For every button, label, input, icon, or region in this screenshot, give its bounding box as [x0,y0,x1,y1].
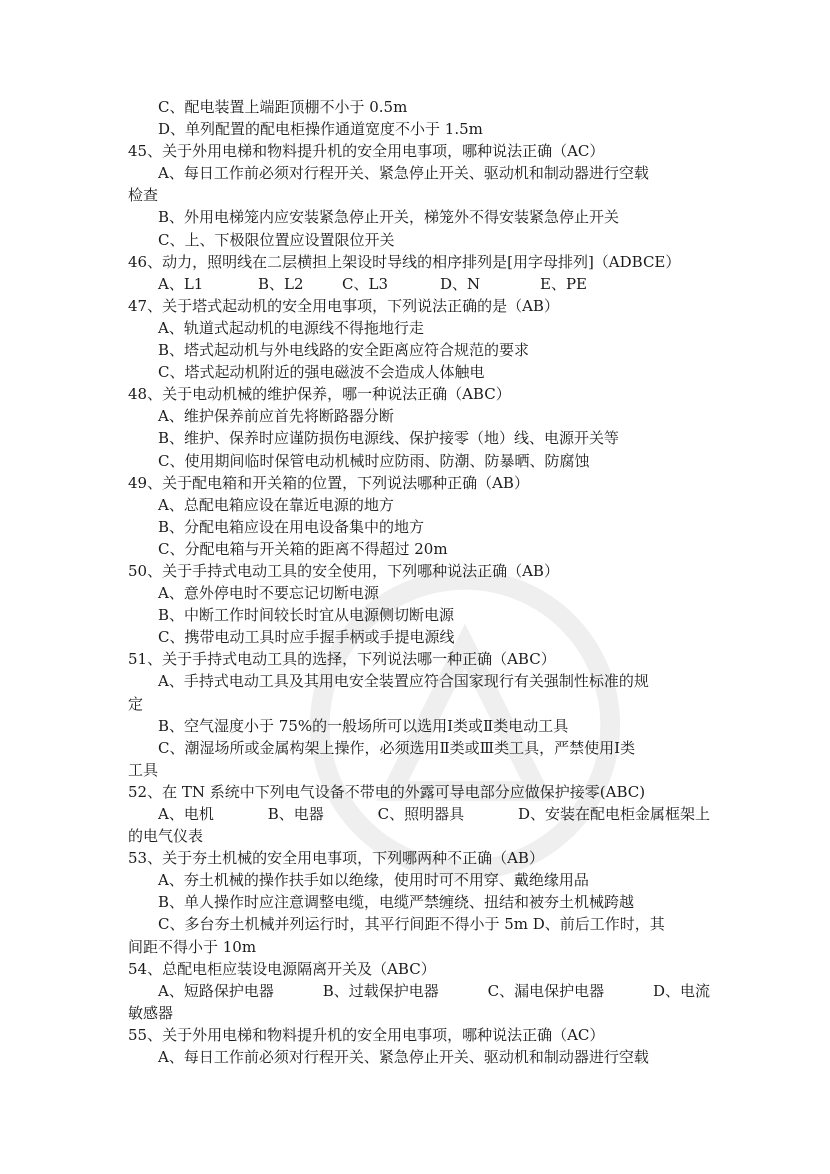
option-line: A、每日工作前必须对行程开关、紧急停止开关、驱动机和制动器进行空载 [158,1048,649,1067]
option-line: C、塔式起动机附近的强电磁波不会造成人体触电 [158,363,485,382]
option-line: A、夯土机械的操作扶手如以绝缘，使用时可不用穿、戴绝缘用品 [158,871,589,890]
option-line: B、维护、保养时应谨防损伤电源线、保护接零（地）线、电源开关等 [158,429,620,448]
option-row [128,273,710,295]
option-a: A、短路保护电器 [158,981,274,1000]
option-line: D、单列配置的配电柜操作通道宽度不小于 1.5m [158,120,483,139]
option-row [128,803,710,825]
option-continuation: 敏感器 [128,1003,174,1022]
option-line: A、总配电箱应设在靠近电源的地方 [158,495,394,514]
option-continuation: 定 [128,694,144,713]
option-line: C、配电装置上端距顶棚不小于 0.5m [158,98,408,116]
option-line: A、手持式电动工具及其用电安全装置应符合国家现行有关强制性标准的规 [158,672,649,691]
option-line: C、分配电箱与开关箱的距离不得超过 20m [158,539,448,558]
option-e: E、PE [540,274,587,293]
option-line: A、意外停电时不要忘记切断电源 [158,584,379,603]
option-row [128,980,710,1002]
option-line: B、中断工作时间较长时宜从电源侧切断电源 [158,606,455,625]
option-line: C、携带电动工具时应手握手柄或手提电源线 [158,628,455,647]
option-a: A、L1 [158,274,204,293]
option-c: C、L3 [342,274,388,293]
option-line: A、轨道式起动机的电源线不得拖地行走 [158,318,424,337]
option-line: B、塔式起动机与外电线路的安全距离应符合规范的要求 [158,341,530,360]
option-line: C、潮湿场所或金属构架上操作，必须选用Ⅱ类或Ⅲ类工具，严禁使用Ⅰ类 [158,738,636,757]
option-line: A、维护保养前应首先将断路器分断 [158,407,394,426]
option-line: C、上、下极限位置应设置限位开关 [158,230,395,249]
question-55: 55、关于外用电梯和物料提升机的安全用电事项，哪种说法正确（AC） [128,1025,605,1044]
question-50: 50、关于手持式电动工具的安全使用，下列哪种说法正确（AB） [128,561,559,580]
option-b: B、电器 [267,805,324,823]
option-line: B、分配电箱应设在用电设备集中的地方 [158,517,425,536]
question-54: 54、总配电柜应装设电源隔离开关及（ABC） [128,959,436,978]
question-52: 52、在 TN 系统中下列电气设备不带电的外露可导电部分应做保护接零(ABC) [128,782,646,801]
option-line: C、多台夯土机械并列运行时，其平行间距不得小于 5m D、前后工作时，其 [158,915,665,934]
option-line: A、每日工作前必须对行程开关、紧急停止开关、驱动机和制动器进行空载 [158,164,649,183]
option-c: C、照明器具 [377,805,465,823]
option-continuation: 的电气仪表 [128,827,204,846]
option-d: D、安装在配电柜金属框架上 [517,805,710,823]
option-b: B、过载保护电器 [322,981,439,1000]
option-line: B、外用电梯笼内应安装紧急停止开关，梯笼外不得安装紧急停止开关 [158,208,620,227]
option-continuation: 检查 [128,186,159,205]
question-45: 45、关于外用电梯和物料提升机的安全用电事项，哪种说法正确（AC） [128,142,605,161]
option-line: B、单人操作时应注意调整电缆，电缆严禁缠绕、扭结和被夯土机械跨越 [158,893,635,912]
question-53: 53、关于夯土机械的安全用电事项，下列哪两种不正确（AB） [128,849,544,868]
option-c: C、漏电保护电器 [487,981,605,1000]
question-48: 48、关于电动机械的维护保养，哪一种说法正确（ABC） [128,385,511,404]
option-b: B、L2 [258,274,304,293]
document-body [128,96,710,1068]
option-continuation: 间距不得小于 10m [128,937,257,956]
question-46: 46、动力，照明线在二层横担上架设时导线的相序排列是[用字母排列]（ADBCE） [128,252,681,271]
question-49: 49、关于配电箱和开关箱的位置，下列说法哪种正确（AB） [128,473,529,492]
option-line: C、使用期间临时保管电动机械时应防雨、防潮、防暴晒、防腐蚀 [158,451,590,470]
option-d: D、N [440,274,481,293]
option-a: A、电机 [158,805,214,823]
question-51: 51、关于手持式电动工具的选择，下列说法哪一种正确（ABC） [128,650,556,669]
option-line: B、空气湿度小于 75%的一般场所可以选用Ⅰ类或Ⅱ类电动工具 [158,716,569,735]
question-47: 47、关于塔式起动机的安全用电事项，下列说法正确的是（AB） [128,296,559,315]
option-d: D、电流 [652,981,710,1000]
option-continuation: 工具 [128,760,159,779]
